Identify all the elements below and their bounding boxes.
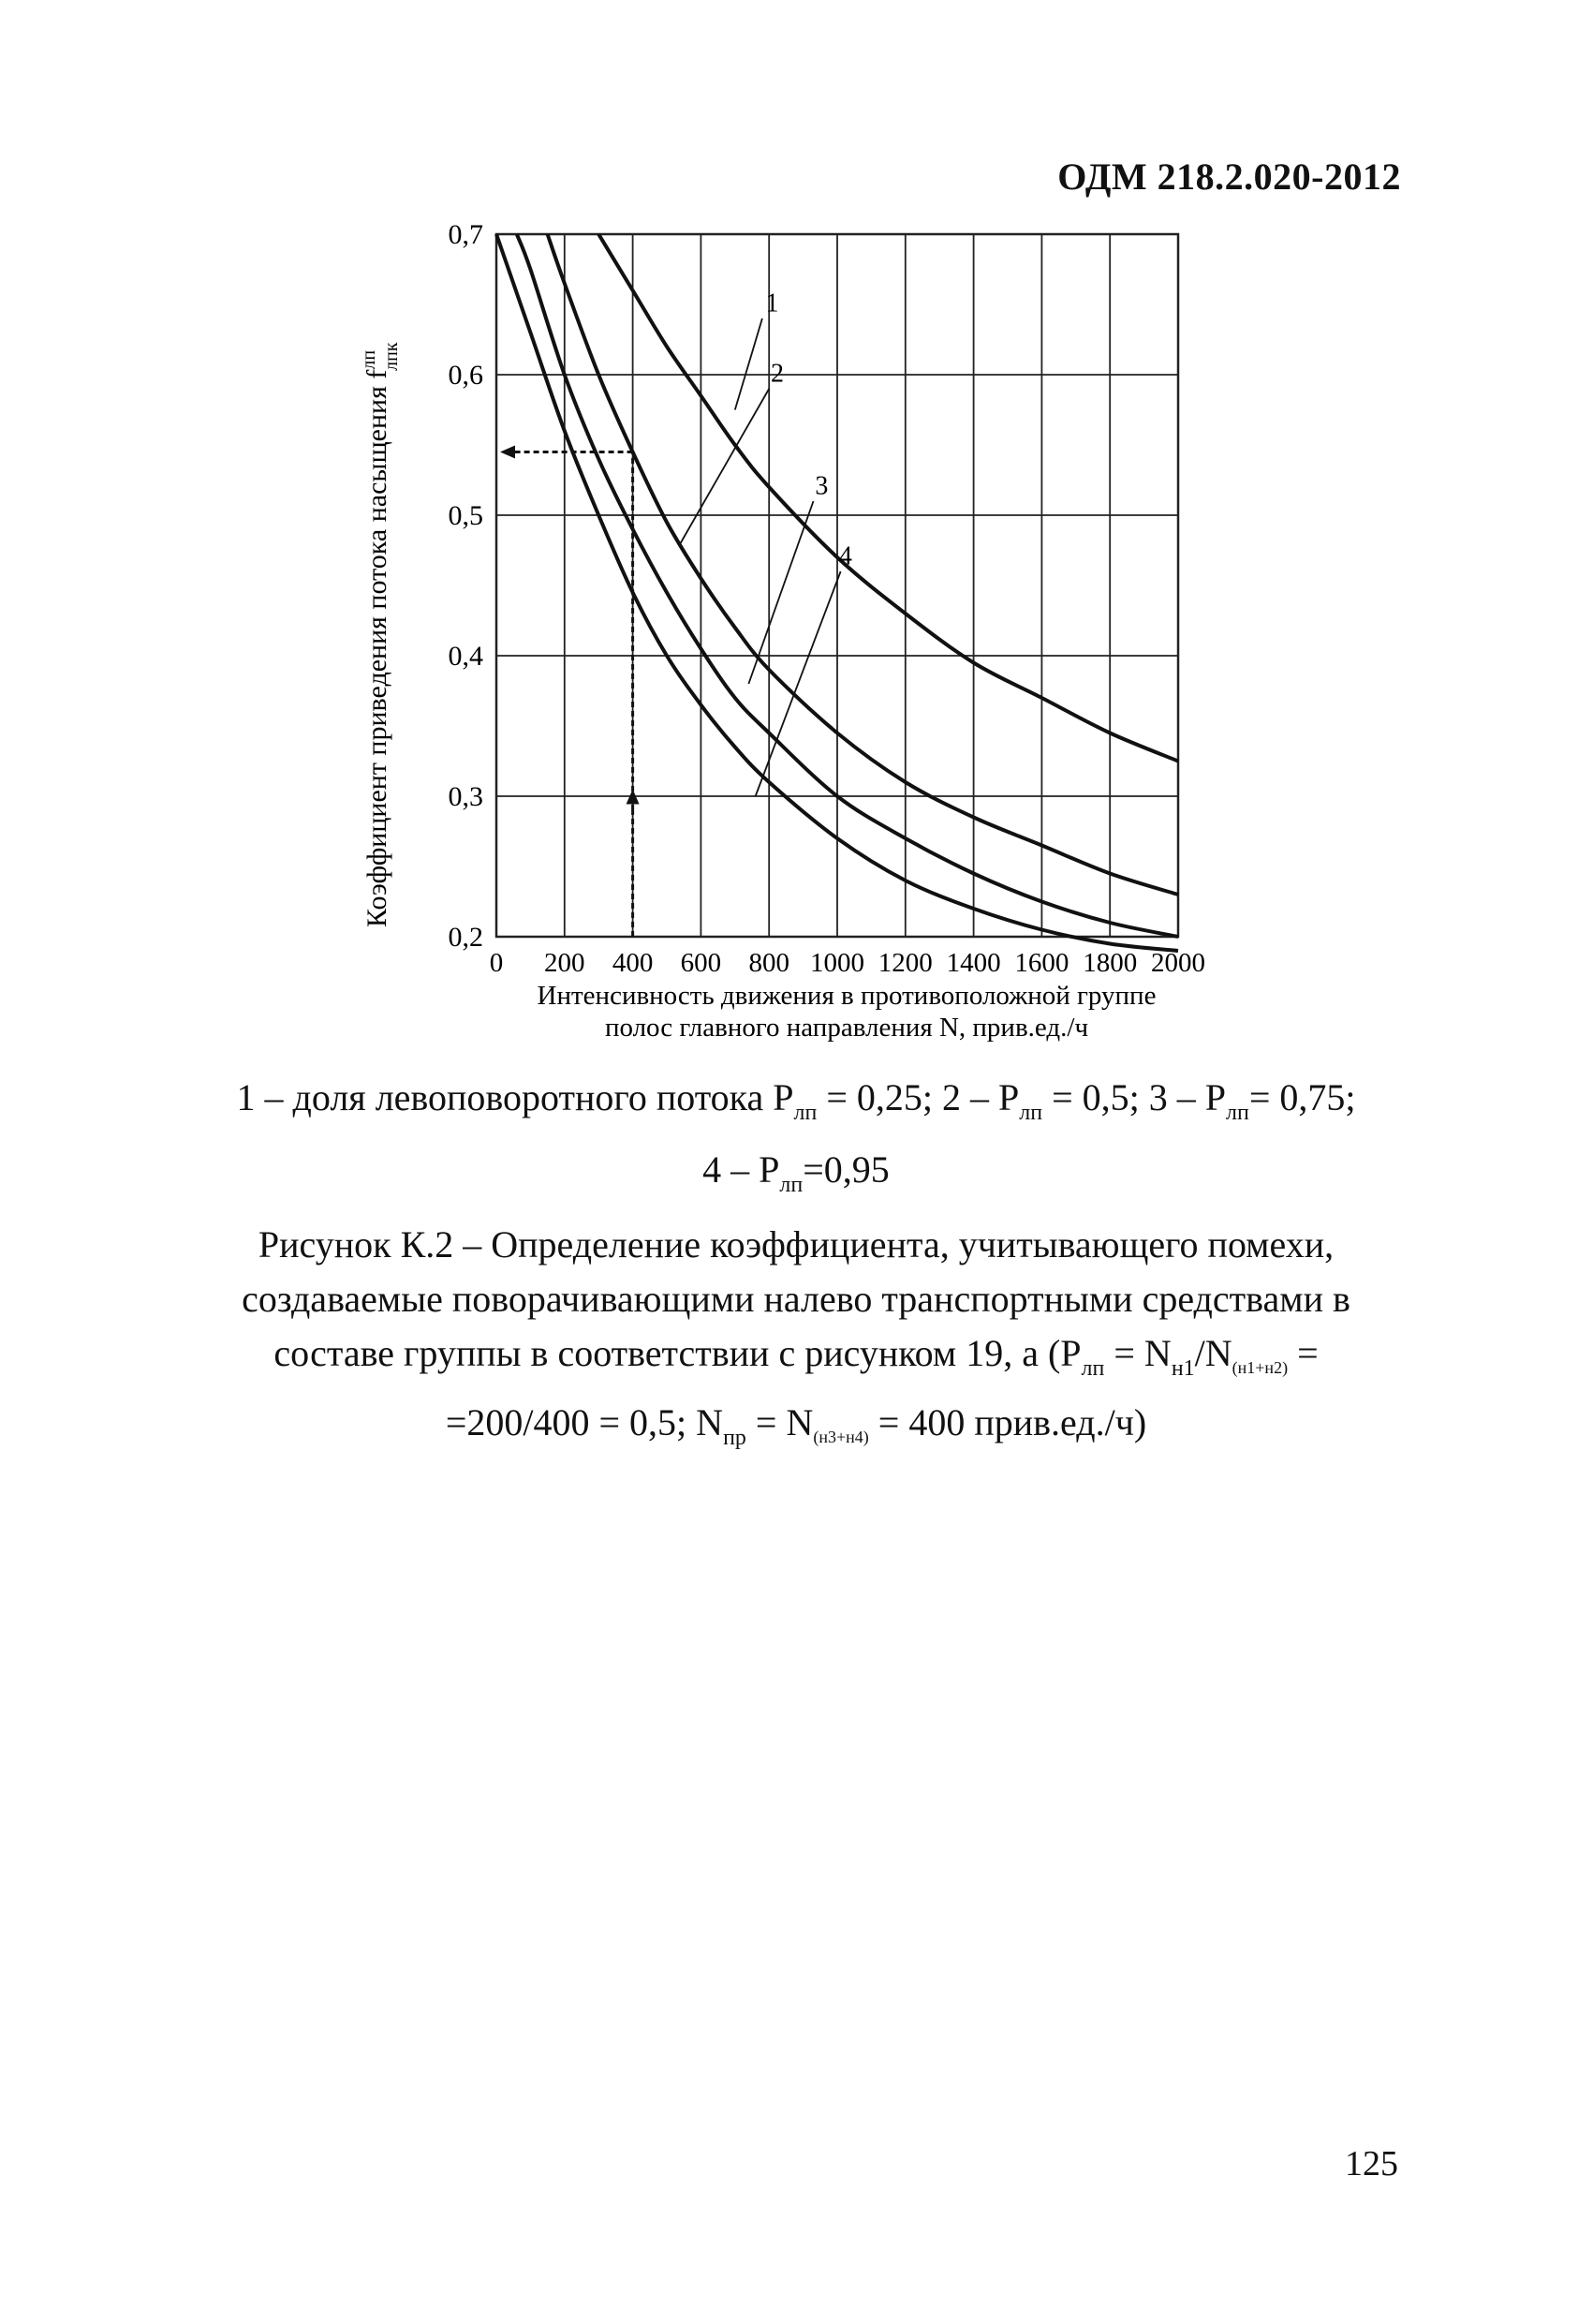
chart-grid (496, 234, 1178, 937)
curve-3 (517, 234, 1178, 937)
x-tick-label: 1600 (1014, 948, 1069, 978)
caption-line-4: =200/400 = 0,5; $N_{пр} = N_{(н3+н4)} = 400$ прив.ед./ч) (445, 1401, 1147, 1450)
curve-leader-1 (735, 318, 762, 410)
x-tick-label: 1200 (878, 948, 933, 978)
y-tick-label: 0,4 (448, 641, 483, 672)
y-axis-label: Коэффициент приведения потока насыщения $f^{лп}$ лпк (359, 342, 402, 927)
curve-label-4: 4 (838, 541, 852, 571)
y-tick-label: 0,3 (448, 781, 483, 812)
chart-labels (359, 219, 1205, 1043)
x-tick-label: 1800 (1083, 948, 1138, 978)
curve-legend-line-2: $4 - P_{лп}=0,95$ (702, 1148, 890, 1197)
x-tick-label: 400 (612, 948, 654, 978)
x-tick-label: 2000 (1151, 948, 1205, 978)
document-code: ОДМ 218.2.020-2012 (1057, 155, 1401, 198)
saturation-flow-chart (0, 0, 1593, 1068)
curve-label-1: 1 (765, 289, 779, 318)
curve-label-2: 2 (771, 359, 785, 389)
y-tick-label: 0,7 (448, 219, 483, 250)
x-tick-label: 1400 (946, 948, 1001, 978)
x-tick-label: 1000 (810, 948, 864, 978)
figure-caption (187, 1218, 1405, 1465)
chart-annotation (500, 446, 640, 938)
x-axis-label-line-1: Интенсивность движения в противоположной группе (537, 981, 1157, 1011)
caption-line-2: создаваемые поворачивающими налево транспортными средствами в (242, 1278, 1350, 1320)
y-tick-label: 0,2 (448, 922, 483, 953)
x-tick-label: 600 (680, 948, 722, 978)
x-tick-label: 800 (748, 948, 789, 978)
curve-label-3: 3 (815, 471, 829, 501)
page-number: 125 (1345, 2144, 1398, 2183)
x-tick-label: 200 (544, 948, 585, 978)
y-tick-label: 0,5 (448, 500, 483, 531)
y-tick-label: 0,6 (448, 360, 483, 391)
curve-legend-line-1: 1 – доля левоповоротного потока $P_{лп} = 0,25$; $2 - P_{лп} = 0,5$; $3 - P_{лп}= 0,75$; (236, 1076, 1356, 1125)
caption-line-3: составе группы в соответствии с рисунком 19, а ($P_{лп} = N_{н1}/N_{(н1+н2)}$ = (273, 1332, 1319, 1381)
x-tick-label: 0 (489, 948, 504, 978)
annotation-arrow-head-left (500, 446, 515, 459)
curve-leader-2 (681, 389, 770, 543)
x-axis-label-line-2: полос главного направления N, прив.ед./ч (604, 1013, 1089, 1043)
caption-line-1: Рисунок К.2 – Определение коэффициента, учитывающего помехи, (258, 1223, 1335, 1266)
